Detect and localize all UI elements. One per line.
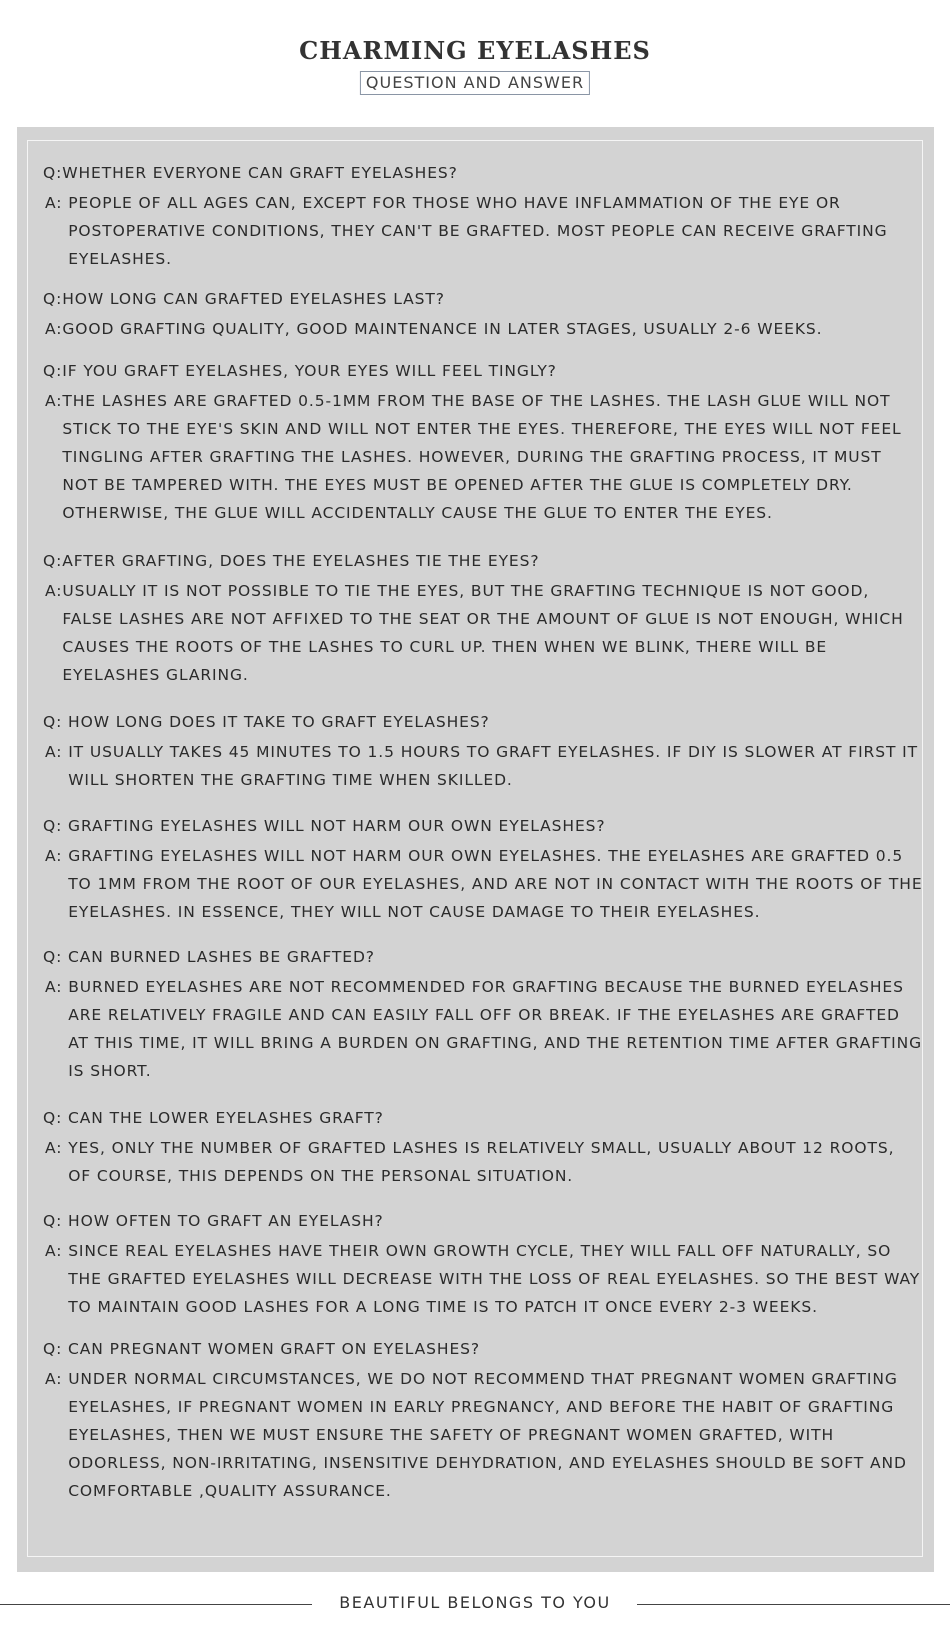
faq-answer-text: UNDER NORMAL CIRCUMSTANCES, WE DO NOT RECOMMEND THAT PREGNANT WOMEN GRAFTING EYELASHES, IF PREGNANT WOMEN IN EARLY PREGNANCY, AND BEFORE THE HABIT OF GRAFTING EYELASHES, THEN WE MUST ENSURE THE SAFETY OF PREGNANT WOMEN GRAFTED, WITH ODORLESS, NON-IRRITATING, INSENSITIVE DEHYDRATION, AND EYELASHES SHOULD BE SOFT AND COMFORTABLE ,QUALITY ASSURANCE. <box>68 1370 907 1500</box>
faq-answer <box>45 1237 923 1321</box>
faq-question: Q:HOW LONG CAN GRAFTED EYELASHES LAST? <box>43 290 445 308</box>
faq-answer-prefix: A: <box>45 320 63 338</box>
faq-answer-text: PEOPLE OF ALL AGES CAN, EXCEPT FOR THOSE WHO HAVE INFLAMMATION OF THE EYE OR POSTOPERATIVE CONDITIONS, THEY CAN'T BE GRAFTED. MOST PEOPLE CAN RECEIVE GRAFTING EYELASHES. <box>68 194 888 268</box>
faq-answer <box>45 315 923 343</box>
faq-answer-prefix: A: <box>45 392 63 410</box>
faq-item <box>43 357 923 527</box>
faq-answer-text: YES, ONLY THE NUMBER OF GRAFTED LASHES IS RELATIVELY SMALL, USUALLY ABOUT 12 ROOTS, OF COURSE, THIS DEPENDS ON THE PERSONAL SITUATION. <box>68 1139 895 1185</box>
faq-item <box>43 159 923 273</box>
faq-answer <box>45 577 923 689</box>
faq-answer-prefix: A: <box>45 1139 69 1157</box>
faq-answer <box>45 1134 923 1190</box>
faq-answer <box>45 387 923 527</box>
faq-answer <box>45 973 923 1085</box>
faq-answer-prefix: A: <box>45 743 69 761</box>
faq-question: Q: CAN THE LOWER EYELASHES GRAFT? <box>43 1109 384 1127</box>
faq-question: Q:WHETHER EVERYONE CAN GRAFT EYELASHES? <box>43 164 458 182</box>
faq-answer-text: GRAFTING EYELASHES WILL NOT HARM OUR OWN EYELASHES. THE EYELASHES ARE GRAFTED 0.5 TO 1MM FROM THE ROOT OF OUR EYELASHES, AND ARE NOT IN CONTACT WITH THE ROOTS OF THE EYELASHES. IN ESSENCE, THEY WILL NOT CAUSE DAMAGE TO THEIR EYELASHES. <box>68 847 923 921</box>
faq-item <box>43 812 923 926</box>
faq-answer-prefix: A: <box>45 194 69 212</box>
faq-answer-prefix: A: <box>45 847 69 865</box>
faq-answer-prefix: A: <box>45 978 69 996</box>
faq-answer-text: IT USUALLY TAKES 45 MINUTES TO 1.5 HOURS TO GRAFT EYELASHES. IF DIY IS SLOWER AT FIRST IT WILL SHORTEN THE GRAFTING TIME WHEN SKILLED. <box>68 743 918 789</box>
faq-answer <box>45 738 923 794</box>
faq-question: Q:AFTER GRAFTING, DOES THE EYELASHES TIE THE EYES? <box>43 552 540 570</box>
footer-tagline: BEAUTIFUL BELONGS TO YOU <box>339 1593 611 1612</box>
page-header <box>0 0 950 120</box>
page-subtitle: QUESTION AND ANSWER <box>360 71 590 95</box>
faq-item <box>43 1104 923 1190</box>
faq-answer-prefix: A: <box>45 1370 69 1388</box>
faq-item <box>43 1335 923 1505</box>
faq-panel-border <box>27 140 923 1557</box>
faq-answer <box>45 842 923 926</box>
faq-question: Q: HOW LONG DOES IT TAKE TO GRAFT EYELASHES? <box>43 713 490 731</box>
faq-answer-text: GOOD GRAFTING QUALITY, GOOD MAINTENANCE IN LATER STAGES, USUALLY 2-6 WEEKS. <box>62 320 823 338</box>
faq-panel <box>17 127 934 1572</box>
faq-question: Q: CAN PREGNANT WOMEN GRAFT ON EYELASHES? <box>43 1340 481 1358</box>
faq-question: Q:IF YOU GRAFT EYELASHES, YOUR EYES WILL FEEL TINGLY? <box>43 362 557 380</box>
faq-item <box>43 285 923 343</box>
faq-answer <box>45 1365 923 1505</box>
faq-question: Q: GRAFTING EYELASHES WILL NOT HARM OUR OWN EYELASHES? <box>43 817 606 835</box>
faq-item <box>43 547 923 689</box>
faq-answer-text: THE LASHES ARE GRAFTED 0.5-1MM FROM THE BASE OF THE LASHES. THE LASH GLUE WILL NOT STICK TO THE EYE'S SKIN AND WILL NOT ENTER THE EYES. THEREFORE, THE EYES WILL NOT FEEL TINGLING AFTER GRAFTING THE LASHES. HOWEVER, DURING THE GRAFTING PROCESS, IT MUST NOT BE TAMPERED WITH. THE EYES MUST BE OPENED AFTER THE GLUE IS COMPLETELY DRY. OTHERWISE, THE GLUE WILL ACCIDENTALLY CAUSE THE GLUE TO ENTER THE EYES. <box>62 392 902 522</box>
faq-answer-prefix: A: <box>45 1242 69 1260</box>
page-title: CHARMING EYELASHES <box>299 36 651 65</box>
faq-answer-text: USUALLY IT IS NOT POSSIBLE TO TIE THE EYES, BUT THE GRAFTING TECHNIQUE IS NOT GOOD, FALSE LASHES ARE NOT AFFIXED TO THE SEAT OR THE AMOUNT OF GLUE IS NOT ENOUGH, WHICH CAUSES THE ROOTS OF THE LASHES TO CURL UP. THEN WHEN WE BLINK, THERE WILL BE EYELASHES GLARING. <box>62 582 904 684</box>
faq-answer <box>45 189 923 273</box>
faq-item <box>43 1207 923 1321</box>
faq-answer-text: SINCE REAL EYELASHES HAVE THEIR OWN GROWTH CYCLE, THEY WILL FALL OFF NATURALLY, SO THE GRAFTED EYELASHES WILL DECREASE WITH THE LOSS OF REAL EYELASHES. SO THE BEST WAY TO MAINTAIN GOOD LASHES FOR A LONG TIME IS TO PATCH IT ONCE EVERY 2-3 WEEKS. <box>68 1242 921 1316</box>
faq-item <box>43 943 923 1085</box>
footer-divider-right <box>637 1604 950 1605</box>
faq-question: Q: HOW OFTEN TO GRAFT AN EYELASH? <box>43 1212 384 1230</box>
faq-answer-text: BURNED EYELASHES ARE NOT RECOMMENDED FOR GRAFTING BECAUSE THE BURNED EYELASHES ARE RELATIVELY FRAGILE AND CAN EASILY FALL OFF OR BREAK. IF THE EYELASHES ARE GRAFTED AT THIS TIME, IT WILL BRING A BURDEN ON GRAFTING, AND THE RETENTION TIME AFTER GRAFTING IS SHORT. <box>68 978 922 1080</box>
faq-answer-prefix: A: <box>45 582 63 600</box>
faq-question: Q: CAN BURNED LASHES BE GRAFTED? <box>43 948 375 966</box>
page-footer <box>0 1590 950 1620</box>
faq-item <box>43 708 923 794</box>
